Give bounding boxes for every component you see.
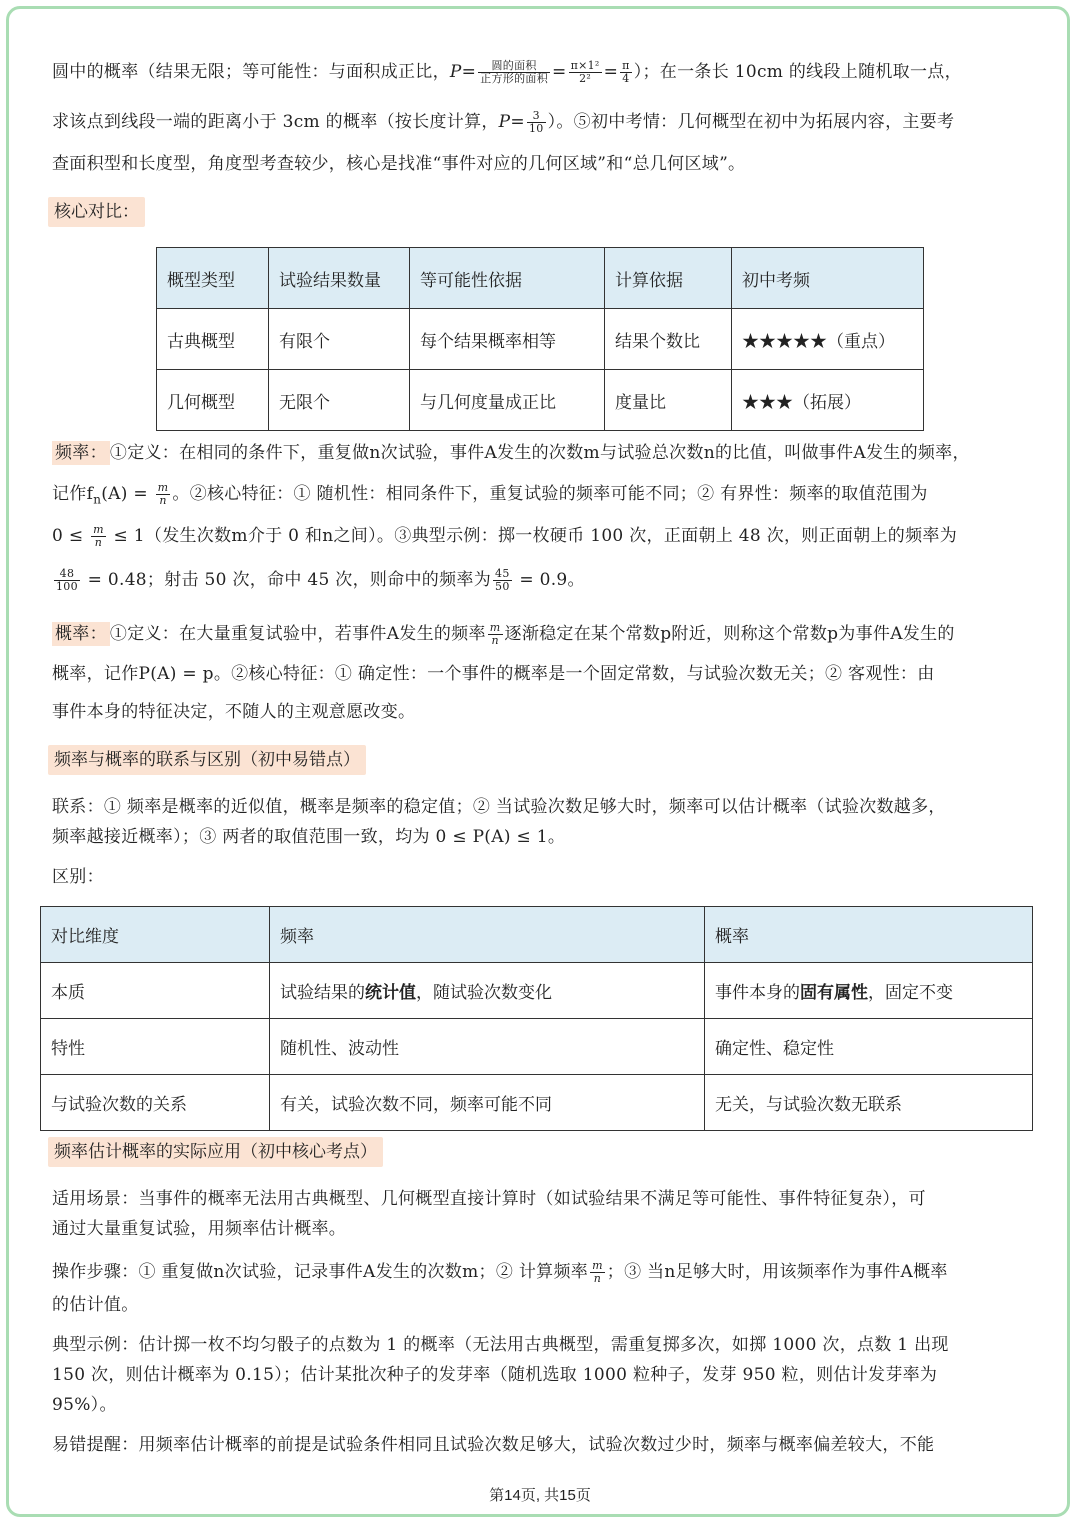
text-line: 95%）。 [52,1395,117,1415]
table-cell: 度量比 [605,370,732,431]
comparison-table [156,247,924,431]
text-line: 区别： [52,867,104,887]
text-line: 求该点到线段一端的距离小于 3cm 的概率（按长度计算，P= $\frac{3}{10}$ ）。⑤初中考情：几何概型在初中为拓展内容，主要考 [52,109,955,135]
difference-table [40,906,1033,1131]
table-cell: 古典概型 [157,309,269,370]
table-cell: 随机性、波动性 [270,1019,705,1075]
table-header: 对比维度 [41,907,270,963]
table-cell: 本质 [41,963,270,1019]
table-cell: 与几何度量成正比 [410,370,605,431]
text-line: 操作步骤：① 重复做n次试验，记录事件A发生的次数m；② 计算频率 $\frac{m}{n}$ ；③ 当n足够大时，用该频率作为事件A概率 [52,1259,948,1285]
table-cell: 结果个数比 [605,309,732,370]
table-cell: 有关，试验次数不同，频率可能不同 [270,1075,705,1131]
section-label-application: 频率估计概率的实际应用（初中核心考点） [48,1137,383,1167]
section-label-relation: 频率与概率的联系与区别（初中易错点） [48,745,366,775]
text-line: 易错提醒：用频率估计概率的前提是试验条件相同且试验次数足够大，试验次数过少时，频率与概率偏差较大，不能 [52,1435,935,1455]
text-line: 查面积型和长度型，角度型考查较少，核心是找准“事件对应的几何区域”和“总几何区域”。 [52,154,746,174]
term-label-probability: 概率： [52,622,110,646]
table-cell: 每个结果概率相等 [410,309,605,370]
text-line: 记作$f_n(A)$ = $\frac{m}{n}$ 。②核心特征：① 随机性：相同条件下，重复试验的频率可能不同；② 有界性：频率的取值范围为 [52,481,928,507]
section-label-core: 核心对比： [48,197,145,227]
table-row [157,370,924,431]
table-header: 试验结果数量 [269,248,410,309]
table-row [41,963,1033,1019]
table-cell: 几何概型 [157,370,269,431]
table-header: 初中考频 [732,248,924,309]
text-line: 适用场景：当事件的概率无法用古典概型、几何概型直接计算时（如试验结果不满足等可能性、事件特征复杂），可 [52,1189,926,1209]
text-line: 150 次，则估计概率为 0.15）；估计某批次种子的发芽率（随机选取 1000 粒种子，发芽 950 粒，则估计发芽率为 [52,1365,938,1385]
table-header: 频率 [270,907,705,963]
text-line: $\frac{48}{100}$ = 0.48；射击 50 次，命中 45 次，则命中的频率为 $\frac{45}{50}$ = 0.9。 [56,567,585,593]
table-header: 概率 [705,907,1033,963]
text-line: 概率： ①定义：在大量重复试验中，若事件A发生的频率 $\frac{m}{n}$ 逐渐稳定在某个常数p附近，则称这个常数p为事件A发生的 [52,622,955,647]
table-cell: 确定性、稳定性 [705,1019,1033,1075]
table-cell: ★★★★★（重点） [732,309,924,370]
table-header: 概型类型 [157,248,269,309]
table-cell: ★★★（拓展） [732,370,924,431]
table-cell: 特性 [41,1019,270,1075]
text-line: 事件本身的特征决定，不随人的主观意愿改变。 [52,702,416,722]
table-cell: 试验结果的统计值，随试验次数变化 [270,963,705,1019]
term-label-frequency: 频率： [52,441,110,465]
text-line: 频率越接近概率）；③ 两者的取值范围一致，均为 0 ≤ P(A) ≤ 1。 [52,827,566,847]
table-cell: 有限个 [269,309,410,370]
text-line: 圆中的概率（结果无限；等可能性：与面积成正比，P= $\frac{\text{圆的面积}}{\text{正方形的面积}}$ = $\frac{\text{π×1²}}{\text{2²}}$ = $\frac{\pi}{4}$ ）；在一条长 10cm 的线段上随机取一点， [52,59,962,85]
table-cell: 与试验次数的关系 [41,1075,270,1131]
text-line: 0 ≤ $\frac{m}{n}$ ≤ 1（发生次数m介于 0 和n之间）。③典型示例：掷一枚硬币 100 次，正面朝上 48 次，则正面朝上的频率为 [52,523,957,549]
text-line: 通过大量重复试验，用频率估计概率。 [52,1219,347,1239]
table-header: 等可能性依据 [410,248,605,309]
table-header: 计算依据 [605,248,732,309]
table-cell: 无关，与试验次数无联系 [705,1075,1033,1131]
text-line: 概率，记作P(A) = p。②核心特征：① 确定性：一个事件的概率是一个固定常数，与试验次数无关；② 客观性：由 [52,664,935,684]
page-number: 第14页, 共15页 [489,1487,591,1504]
text-line: 典型示例：估计掷一枚不均匀骰子的点数为 1 的概率（无法用古典概型，需重复掷多次，如掷 1000 次，点数 1 出现 [52,1335,949,1355]
table-row [41,1075,1033,1131]
text-line: 的估计值。 [52,1295,139,1315]
table-cell: 事件本身的固有属性，固定不变 [705,963,1033,1019]
text-line: 联系：① 频率是概率的近似值，概率是频率的稳定值；② 当试验次数足够大时，频率可以估计概率（试验次数越多， [52,797,946,817]
text-line: 频率： ①定义：在相同的条件下，重复做n次试验，事件A发生的次数m与试验总次数n的比值，叫做事件A发生的频率， [52,441,970,465]
table-row [41,1019,1033,1075]
table-row [157,309,924,370]
table-cell: 无限个 [269,370,410,431]
